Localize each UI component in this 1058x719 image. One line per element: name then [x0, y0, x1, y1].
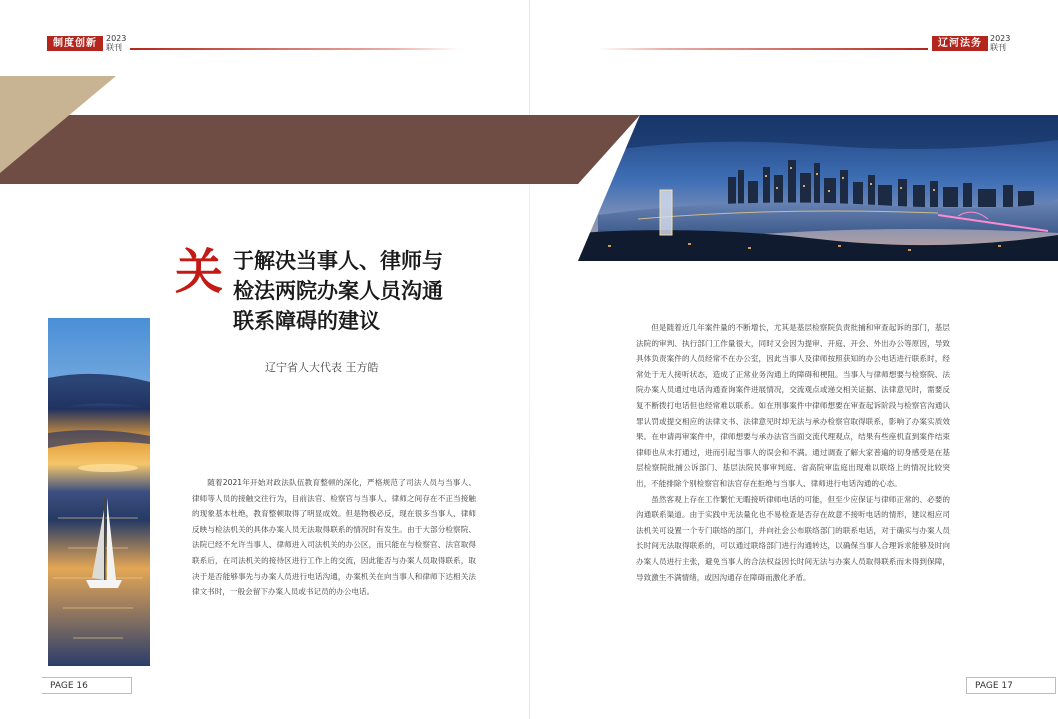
header-rule-right [598, 48, 928, 50]
year-label: 2023 [990, 34, 1011, 43]
title-line: 联系障碍的建议 [233, 309, 380, 333]
page-number-left: PAGE 16 [42, 677, 132, 694]
article-title [233, 246, 523, 336]
page-spine [529, 0, 530, 719]
author-byline: 辽宁省人大代表 王方皓 [265, 361, 379, 374]
page-number-right: PAGE 17 [966, 677, 1056, 694]
article-body-right [636, 320, 950, 585]
sailboat-sunset-photo [48, 318, 150, 666]
edition-label: 联刊 [990, 43, 1006, 52]
section-tag-left: 制度创新 [47, 36, 103, 51]
city-night-photo [578, 115, 1058, 261]
header-year-left [106, 34, 126, 52]
year-label: 2023 [106, 34, 127, 43]
article-body-left [192, 475, 476, 600]
header-year-right [990, 34, 1010, 52]
title-line: 于解决当事人、律师与 [233, 249, 443, 273]
header-rule-left [130, 48, 460, 50]
edition-label: 联刊 [106, 43, 122, 52]
body-paragraph: 但是随着近几年案件量的不断增长，尤其是基层检察院负责批捕和审查起诉的部门，基层法院的审判、执行部门工作量很大，同时又会因为提审、开庭、开会、外出办公等原因，导致具体负责案件的人员经常不在办公室，因此当事人及律师按照获知的办公电话进行联系时，经常处于无人接听状态，造成了正常业务沟通上的障碍和梗阻。当事人与律师想要与检察院、法院办案人员通过电话沟通查询案件进展情况，交流观点或递交相关证据、法律意见时，需要反复不断拨打电话但也经常难以联系。如在刑事案件中律师想要在审查起诉阶段与检察官沟通认罪认罚或提交相应的法律文书、法律意见时却无法与承办检察官取得联系，影响了办案实质效果。在申请再审案件中，律师想要与承办法官当面交流代理观点，结果有些座机直到案件结束律师也从未打通过，进而引起当事人的误会和不满。通过调查了解大家普遍的切身感受是在基层检察院批捕公诉部门、基层法院民事审判庭、省高院审监庭出现难以联络上的情况比较突出，不能排除个别检察官和法官存在拒绝与当事人、律师进行电话沟通的心态。 [636, 323, 950, 488]
title-banner-band [0, 115, 640, 184]
body-paragraph: 随着2021年开始对政法队伍教育整顿的深化，严格规范了司法人员与当事人、律师等人员的接触交往行为，目前法官、检察官与当事人、律师之间存在不正当接触的现象基本杜绝，教育整顿取得了明显成效。但是物极必反，现在很多当事人、律师反映与检法机关的具体办案人员无法取得联系的情况时有发生。由于大部分检察院、法院已经不允许当事人、律师进入司法机关的办公区，而只能在与检察官、法官取得联系后，在司法机关的接待区进行工作上的交流，因此能否与办案人员取得联系，取决于是否能够事先与办案人员进行电话沟通，办案机关在向当事人和律师下达相关法律文书时，一般会留下办案人员或书记员的办公电话。 [192, 478, 476, 597]
title-initial: 关 [175, 244, 224, 300]
section-tag-right: 辽河法务 [932, 36, 988, 51]
title-line: 检法两院办案人员沟通 [233, 279, 443, 303]
body-paragraph: 虽然客观上存在工作繁忙无暇接听律师电话的可能，但至少应保证与律师正常的、必要的沟通联系渠道。由于实践中无法量化也不易检查是否存在故意不接听电话的情形，建议相应司法机关可设置一个专门联络的部门，并向社会公布联络部门的联系电话，对于确实与办案人员长时间无法取得联系的，可以通过联络部门进行沟通转达，以确保当事人合理诉求能够及时向办案人员进行主张，避免当事人的合法权益因长时间无法与办案人员取得联系而未得到保障，导致激生不满情绪，或因沟通存在障碍而激化矛盾。 [636, 494, 950, 582]
